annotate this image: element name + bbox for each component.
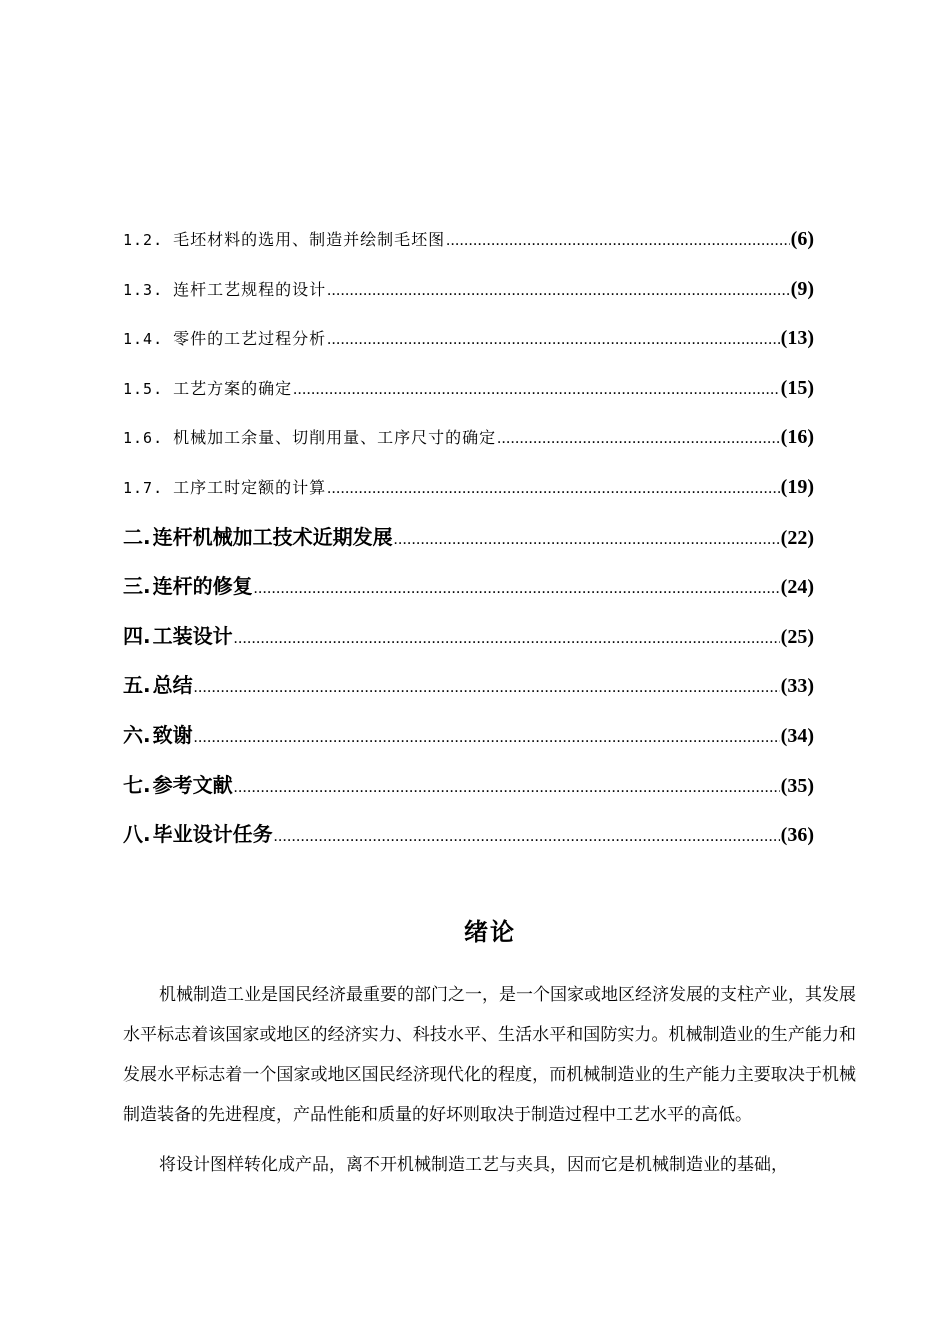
- toc-leader-dots: [194, 720, 780, 753]
- toc-leader-dots: [254, 571, 780, 604]
- toc-entry-number: 四.: [123, 623, 151, 648]
- toc-entry-page: (16): [780, 426, 814, 449]
- toc-entry-title: 工装设计: [152, 623, 233, 648]
- toc-entry-title: 毕业设计任务: [152, 822, 273, 847]
- toc-entry-page: (6): [790, 228, 814, 250]
- toc-leader-dots: [446, 225, 790, 256]
- toc-entry-title: 零件的工艺过程分析: [173, 329, 327, 349]
- toc-entry[interactable]: [123, 373, 814, 423]
- toc-entry-number: 五.: [123, 673, 151, 698]
- toc-entry[interactable]: [123, 720, 814, 770]
- toc-entry-page: (19): [780, 475, 814, 498]
- toc-entry-number: 1.4.: [123, 330, 164, 349]
- toc-leader-dots: [234, 770, 780, 803]
- toc-entry-number: 六.: [123, 722, 151, 747]
- toc-entry-number: 1.3.: [123, 280, 164, 299]
- toc-entry-title: 毛坯材料的选用、制造并绘制毛坯图: [173, 230, 446, 249]
- toc-entry-page: (22): [780, 526, 814, 549]
- toc-entry[interactable]: [123, 274, 814, 324]
- toc-entry-title: 机械加工余量、切削用量、工序尺寸的确定: [173, 428, 497, 448]
- toc-entry-title: 连杆的修复: [152, 574, 253, 599]
- toc-entry-number: 1.2.: [123, 231, 164, 249]
- toc-entry-number: 1.5.: [123, 379, 164, 398]
- toc-leader-dots: [274, 819, 780, 852]
- toc-entry-page: (25): [780, 625, 814, 648]
- toc-leader-dots: [194, 670, 780, 703]
- section-heading: 绪论: [464, 918, 516, 946]
- toc-leader-dots: [234, 621, 780, 654]
- toc-entry-page: (35): [780, 774, 814, 797]
- toc-entry-title: 连杆工艺规程的设计: [173, 279, 327, 299]
- toc-entry[interactable]: [123, 621, 814, 671]
- toc-entry[interactable]: [123, 522, 814, 572]
- toc-entry-title: 工艺方案的确定: [173, 378, 293, 398]
- toc-entry[interactable]: [123, 323, 814, 373]
- body-paragraph: 机械制造工业是国民经济最重要的部门之一，是一个国家或地区经济发展的支柱产业，其发展水平标志着该国家或地区的经济实力、科技水平、生活水平和国防实力。机械制造业的生产能力和发展水平标志着一个国家或地区国民经济现代化的程度，而机械制造业的生产能力主要取决于机械制造装备的先进程度，产品性能和质量的好坏则取决于制造过程中工艺水平的高低。: [123, 985, 856, 1125]
- toc-entry-number: 三.: [123, 574, 151, 599]
- toc-entry[interactable]: [123, 571, 814, 621]
- toc-entry[interactable]: [123, 819, 814, 869]
- toc-leader-dots: [327, 473, 780, 504]
- toc-entry-page: (15): [780, 376, 814, 399]
- toc-entry-title: 参考文献: [152, 772, 233, 797]
- toc-entry-page: (36): [780, 824, 814, 847]
- body-paragraph: 将设计图样转化成产品，离不开机械制造工艺与夹具，因而它是机械制造业的基础，: [159, 1155, 788, 1175]
- table-of-contents: [123, 224, 814, 869]
- toc-entry[interactable]: [123, 770, 814, 820]
- toc-entry-title: 致谢: [152, 722, 193, 747]
- toc-entry-number: 七.: [123, 772, 151, 797]
- toc-entry-page: (13): [780, 327, 814, 350]
- toc-entry[interactable]: [123, 472, 814, 522]
- toc-entry-page: (9): [790, 277, 814, 300]
- toc-entry-page: (33): [780, 675, 814, 698]
- toc-leader-dots: [497, 423, 780, 454]
- toc-entry[interactable]: [123, 422, 814, 472]
- toc-entry-title: 连杆机械加工技术近期发展: [152, 524, 393, 549]
- toc-entry-number: 1.7.: [123, 478, 164, 497]
- toc-entry-number: 八.: [123, 822, 151, 847]
- toc-leader-dots: [327, 324, 780, 355]
- section-body: [123, 975, 856, 1195]
- toc-leader-dots: [327, 275, 790, 306]
- toc-entry-number: 二.: [123, 524, 151, 549]
- toc-entry-title: 工序工时定额的计算: [173, 477, 327, 497]
- toc-entry-number: 1.6.: [123, 429, 164, 448]
- toc-entry[interactable]: [123, 224, 814, 274]
- toc-leader-dots: [293, 374, 780, 405]
- toc-leader-dots: [394, 522, 780, 555]
- toc-entry[interactable]: [123, 670, 814, 720]
- toc-entry-page: (34): [780, 724, 814, 747]
- toc-entry-title: 总结: [152, 673, 193, 698]
- toc-entry-page: (24): [780, 576, 814, 599]
